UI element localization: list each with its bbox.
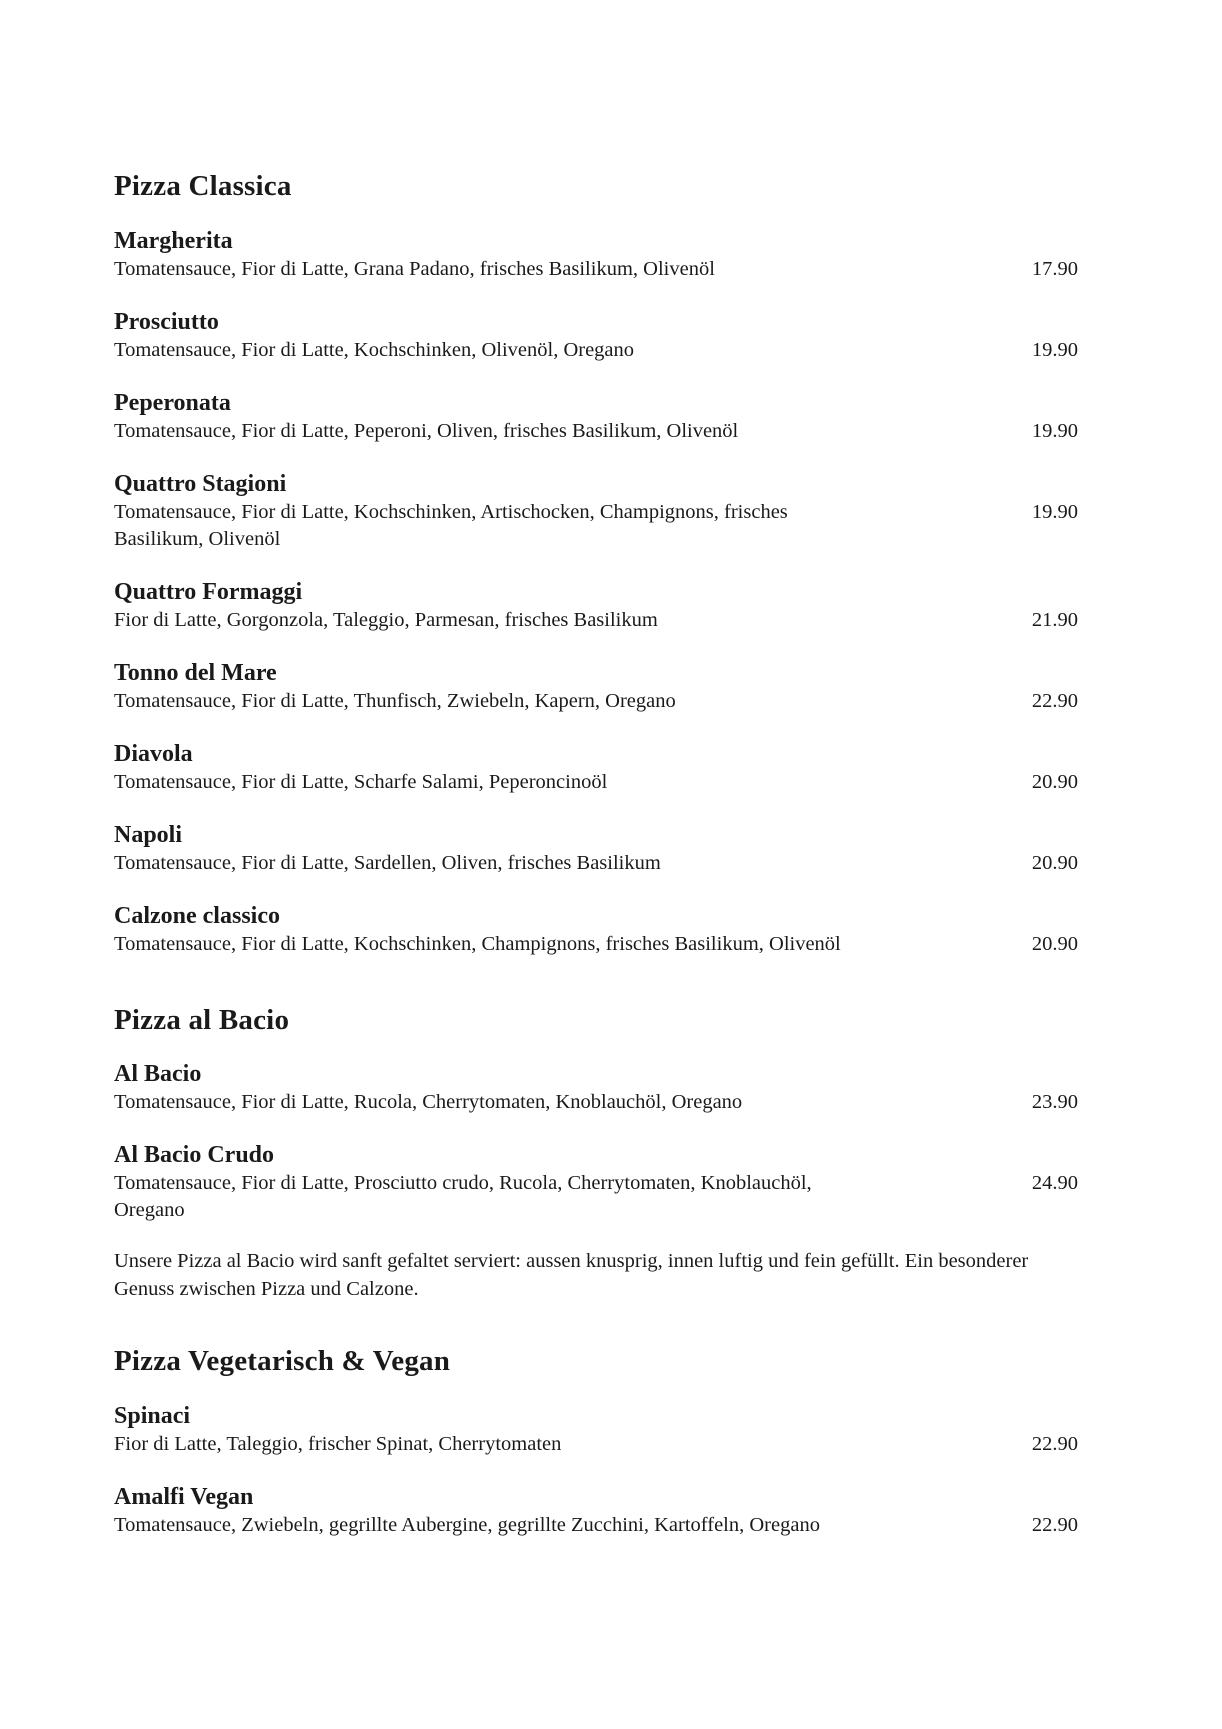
item-name: Quattro Stagioni: [114, 471, 287, 497]
item-name: Spinaci: [114, 1403, 191, 1429]
item-name: Napoli: [114, 822, 183, 848]
item-name: Quattro Formaggi: [114, 579, 303, 605]
item-name: Diavola: [114, 741, 193, 767]
item-price: 19.90: [1031, 420, 1078, 442]
item-description: Tomatensauce, Fior di Latte, Kochschinken, Champignons, frisches Basilikum, Olivenöl: [114, 933, 841, 955]
menu-item-margherita: [114, 227, 1078, 283]
item-price: 19.90: [1031, 501, 1078, 523]
item-name: Calzone classico: [114, 903, 280, 929]
item-price: 19.90: [1031, 339, 1078, 361]
item-name: Margherita: [114, 228, 233, 254]
menu-item-quattro-stagioni: [114, 470, 1078, 553]
menu-item-amalfi-vegan: [114, 1483, 1078, 1539]
item-description: Tomatensauce, Zwiebeln, gegrillte Aubergine, gegrillte Zucchini, Kartoffeln, Oregano: [114, 1514, 820, 1536]
item-description: Fior di Latte, Taleggio, frischer Spinat, Cherrytomaten: [114, 1433, 562, 1455]
menu-item-prosciutto: [114, 308, 1078, 364]
menu-item-peperonata: [114, 389, 1078, 445]
item-price: 20.90: [1031, 852, 1078, 874]
menu-item-tonno-del-mare: [114, 659, 1078, 715]
item-description: Tomatensauce, Fior di Latte, Thunfisch, Zwiebeln, Kapern, Oregano: [114, 690, 676, 712]
menu-item-calzone-classico: [114, 902, 1078, 958]
item-name: Peperonata: [114, 390, 231, 416]
item-price: 22.90: [1031, 690, 1078, 712]
item-price: 20.90: [1031, 933, 1078, 955]
item-price: 22.90: [1031, 1433, 1078, 1455]
item-price: 23.90: [1031, 1091, 1078, 1113]
item-description: Tomatensauce, Fior di Latte, Sardellen, Oliven, frisches Basilikum: [114, 852, 661, 874]
section-title-pizza-vegetarisch-vegan: Pizza Vegetarisch & Vegan: [114, 1345, 451, 1377]
menu-item-quattro-formaggi: [114, 578, 1078, 634]
item-description: Tomatensauce, Fior di Latte, Rucola, Cherrytomaten, Knoblauchöl, Oregano: [114, 1091, 743, 1113]
pizza-al-bacio-note: Unsere Pizza al Bacio wird sanft gefaltet serviert: aussen knusprig, innen luftig und fein gefüllt. Ein besonderer Genuss zwischen Pizza und Calzone.: [114, 1250, 1029, 1300]
section-title-pizza-al-bacio: Pizza al Bacio: [114, 1004, 290, 1036]
item-price: 24.90: [1031, 1172, 1078, 1194]
menu-item-al-bacio-crudo: [114, 1141, 1078, 1224]
section-title-pizza-classica: Pizza Classica: [114, 170, 292, 202]
item-description: Fior di Latte, Gorgonzola, Taleggio, Parmesan, frisches Basilikum: [114, 609, 658, 631]
item-description: Tomatensauce, Fior di Latte, Scharfe Salami, Peperoncinoöl: [114, 771, 608, 793]
menu-item-diavola: [114, 740, 1078, 796]
item-description: Tomatensauce, Fior di Latte, Kochschinken, Artischocken, Champignons, frisches Basilikum, Olivenöl: [114, 501, 788, 550]
item-description: Tomatensauce, Fior di Latte, Prosciutto crudo, Rucola, Cherrytomaten, Knoblauchöl, Oregano: [114, 1172, 812, 1221]
item-name: Prosciutto: [114, 309, 219, 335]
item-price: 20.90: [1031, 771, 1078, 793]
item-price: 22.90: [1031, 1514, 1078, 1536]
menu-item-napoli: [114, 821, 1078, 877]
item-price: 17.90: [1031, 258, 1078, 280]
menu-item-al-bacio: [114, 1060, 1078, 1116]
item-name: Al Bacio: [114, 1061, 202, 1087]
item-description: Tomatensauce, Fior di Latte, Grana Padano, frisches Basilikum, Olivenöl: [114, 258, 715, 280]
item-name: Amalfi Vegan: [114, 1484, 254, 1510]
item-price: 21.90: [1031, 609, 1078, 631]
item-name: Tonno del Mare: [114, 660, 277, 686]
item-name: Al Bacio Crudo: [114, 1142, 275, 1168]
item-description: Tomatensauce, Fior di Latte, Kochschinken, Olivenöl, Oregano: [114, 339, 635, 361]
menu-item-spinaci: [114, 1402, 1078, 1458]
item-description: Tomatensauce, Fior di Latte, Peperoni, Oliven, frisches Basilikum, Olivenöl: [114, 420, 739, 442]
